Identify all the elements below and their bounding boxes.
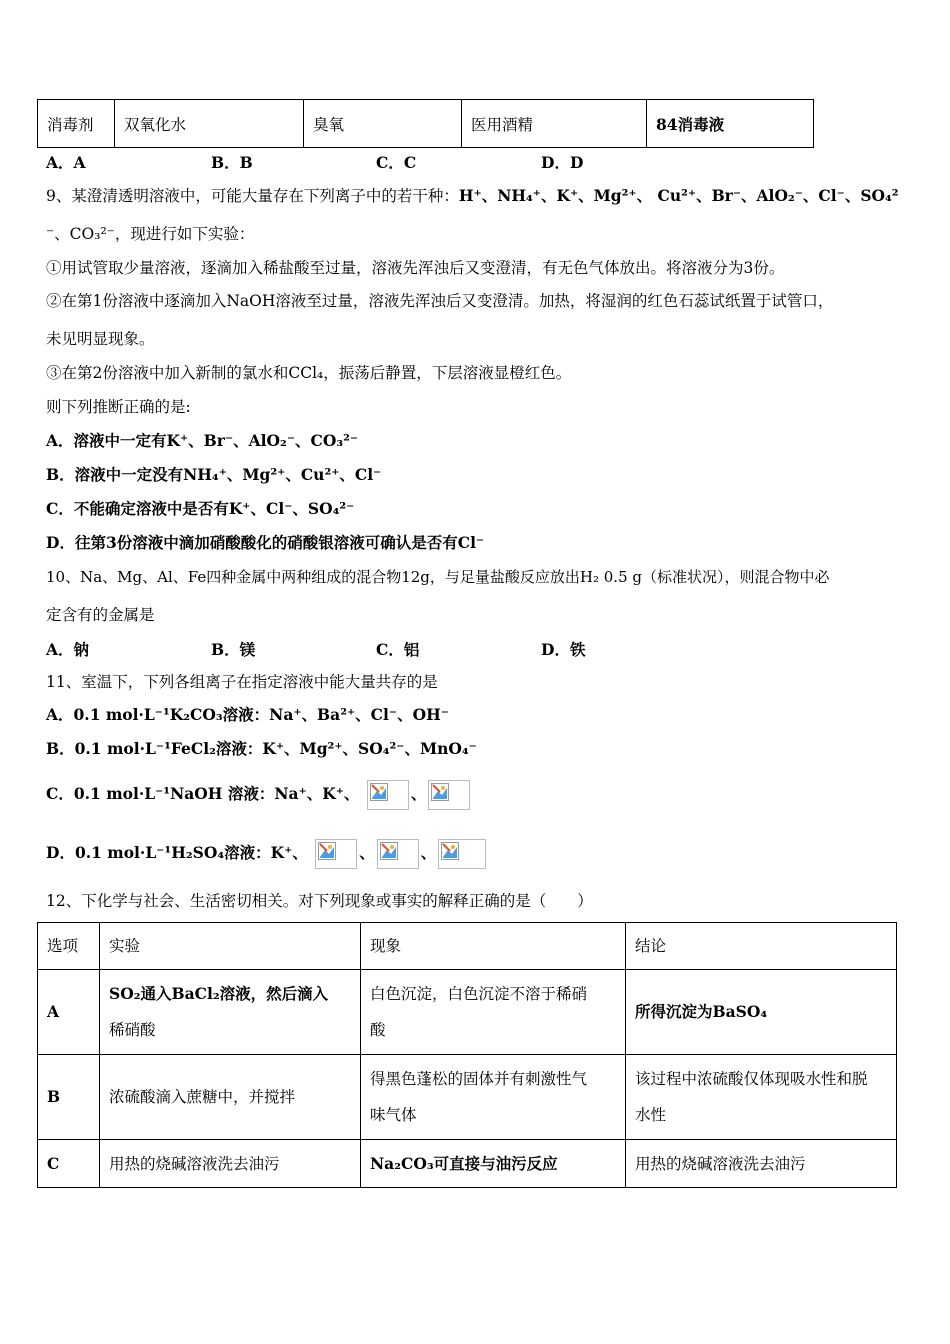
q9-step2-cont: 未见明显现象。 xyxy=(46,330,155,348)
option-cell: A xyxy=(38,970,100,1055)
experiment-cell: 用热的烧碱溶液洗去油污 xyxy=(100,1140,361,1188)
q10-stem-line1: 10、Na、Mg、Al、Fe四种金属中两种组成的混合物12g，与足量盐酸反应放出H₂ 0.5 g（标准状况），则混合物中必 xyxy=(46,568,830,586)
option-b: B．B xyxy=(211,153,253,172)
experiment-cell: 浓硫酸滴入蔗糖中，并搅拌 xyxy=(100,1055,361,1140)
q12-table xyxy=(37,922,897,1188)
q9-option-d: D．往第3份溶液中滴加硝酸酸化的硝酸银溶液可确认是否有Cl⁻ xyxy=(46,533,485,552)
experiment-cell: SO₂通入BaCl₂溶液，然后滴入 稀硝酸 xyxy=(100,970,361,1055)
option-a: A．A xyxy=(46,153,86,172)
conclusion-cell: 所得沉淀为BaSO₄ xyxy=(626,970,897,1055)
table-cell: 双氧化水 xyxy=(115,100,304,148)
disinfectant-table xyxy=(37,99,814,148)
observation-cell: 白色沉淀，白色沉淀不溶于稀硝 酸 xyxy=(361,970,626,1055)
q9-option-b: B．溶液中一定没有NH₄⁺、Mg²⁺、Cu²⁺、Cl⁻ xyxy=(46,465,382,484)
conclusion-cell: 该过程中浓硫酸仅体现吸水性和脱 水性 xyxy=(626,1055,897,1140)
q9-stem-line2: ⁻、CO₃²⁻，现进行如下实验： xyxy=(46,225,255,243)
option-c: C．C xyxy=(376,153,417,172)
q11-option-b: B．0.1 mol·L⁻¹FeCl₂溶液：K⁺、Mg²⁺、SO₄²⁻、MnO₄⁻ xyxy=(46,739,477,758)
table-cell: 臭氧 xyxy=(304,100,462,148)
separator: 、 xyxy=(420,843,437,862)
separator: 、 xyxy=(359,843,375,862)
option-d: D．铁 xyxy=(541,640,586,659)
header-cell: 选项 xyxy=(38,923,100,970)
option-cell: B xyxy=(38,1055,100,1140)
q9-stem: 9、某澄清透明溶液中，可能大量存在下列离子中的若干种： xyxy=(46,187,459,205)
q9-stem-line1 xyxy=(46,186,899,206)
header-cell: 实验 xyxy=(100,923,361,970)
header-cell: 结论 xyxy=(626,923,897,970)
table-cell: 84消毒液 xyxy=(647,100,814,148)
q11-stem: 11、室温下，下列各组离子在指定溶液中能大量共存的是 xyxy=(46,673,438,691)
option-d: D．D xyxy=(541,153,584,172)
q11-option-c-text: C．0.1 mol·L⁻¹NaOH 溶液：Na⁺、K⁺、 xyxy=(46,784,360,803)
broken-image-icon xyxy=(438,839,486,869)
broken-image-icon xyxy=(377,839,419,869)
option-b: B．镁 xyxy=(211,640,256,659)
table-row xyxy=(38,1140,897,1188)
option-cell: C xyxy=(38,1140,100,1188)
q9-ask: 则下列推断正确的是: xyxy=(46,398,191,416)
table-cell: 医用酒精 xyxy=(462,100,647,148)
q9-step3: ③在第2份溶液中加入新制的氯水和CCl₄，振荡后静置，下层溶液显橙红色。 xyxy=(46,364,572,382)
separator: 、 xyxy=(410,784,427,803)
q9-option-a: A．溶液中一定有K⁺、Br⁻、AlO₂⁻、CO₃²⁻ xyxy=(46,431,359,450)
broken-image-icon xyxy=(428,780,470,810)
table-row xyxy=(38,1055,897,1140)
conclusion-cell: 用热的烧碱溶液洗去油污 xyxy=(626,1140,897,1188)
q8-options xyxy=(46,151,583,173)
q11-option-d-text: D．0.1 mol·L⁻¹H₂SO₄溶液：K⁺、 xyxy=(46,843,308,862)
q12-stem: 12、下化学与社会、生活密切相关。对下列现象或事实的解释正确的是（ ） xyxy=(46,892,593,910)
option-a: A．钠 xyxy=(46,640,90,659)
observation-cell: 得黑色蓬松的固体并有刺激性气 味气体 xyxy=(361,1055,626,1140)
table-row xyxy=(38,100,814,148)
q11-option-a: A．0.1 mol·L⁻¹K₂CO₃溶液：Na⁺、Ba²⁺、Cl⁻、OH⁻ xyxy=(46,705,449,724)
header-cell: 现象 xyxy=(361,923,626,970)
broken-image-icon xyxy=(367,780,409,810)
q10-stem-line2: 定含有的金属是 xyxy=(46,606,155,624)
table-row xyxy=(38,970,897,1055)
option-c: C．铝 xyxy=(376,640,420,659)
q11-option-d xyxy=(46,831,488,875)
q9-ions: H⁺、NH₄⁺、K⁺、Mg²⁺、 Cu²⁺、Br⁻、AlO₂⁻、Cl⁻、SO₄² xyxy=(458,186,899,205)
q11-option-c xyxy=(46,772,472,816)
q9-step1: ①用试管取少量溶液，逐滴加入稀盐酸至过量，溶液先浑浊后又变澄清，有无色气体放出。将溶液分为3份。 xyxy=(46,259,785,277)
observation-cell: Na₂CO₃可直接与油污反应 xyxy=(361,1140,626,1188)
table-header-row xyxy=(38,923,897,970)
table-cell: 消毒剂 xyxy=(38,100,115,148)
broken-image-icon xyxy=(315,839,357,869)
q9-option-c: C．不能确定溶液中是否有K⁺、Cl⁻、SO₄²⁻ xyxy=(46,499,355,518)
q9-step2: ②在第1份溶液中逐滴加入NaOH溶液至过量，溶液先浑浊后又变澄清。加热，将湿润的红色石蕊试纸置于试管口， xyxy=(46,292,834,310)
q10-options xyxy=(46,638,585,660)
